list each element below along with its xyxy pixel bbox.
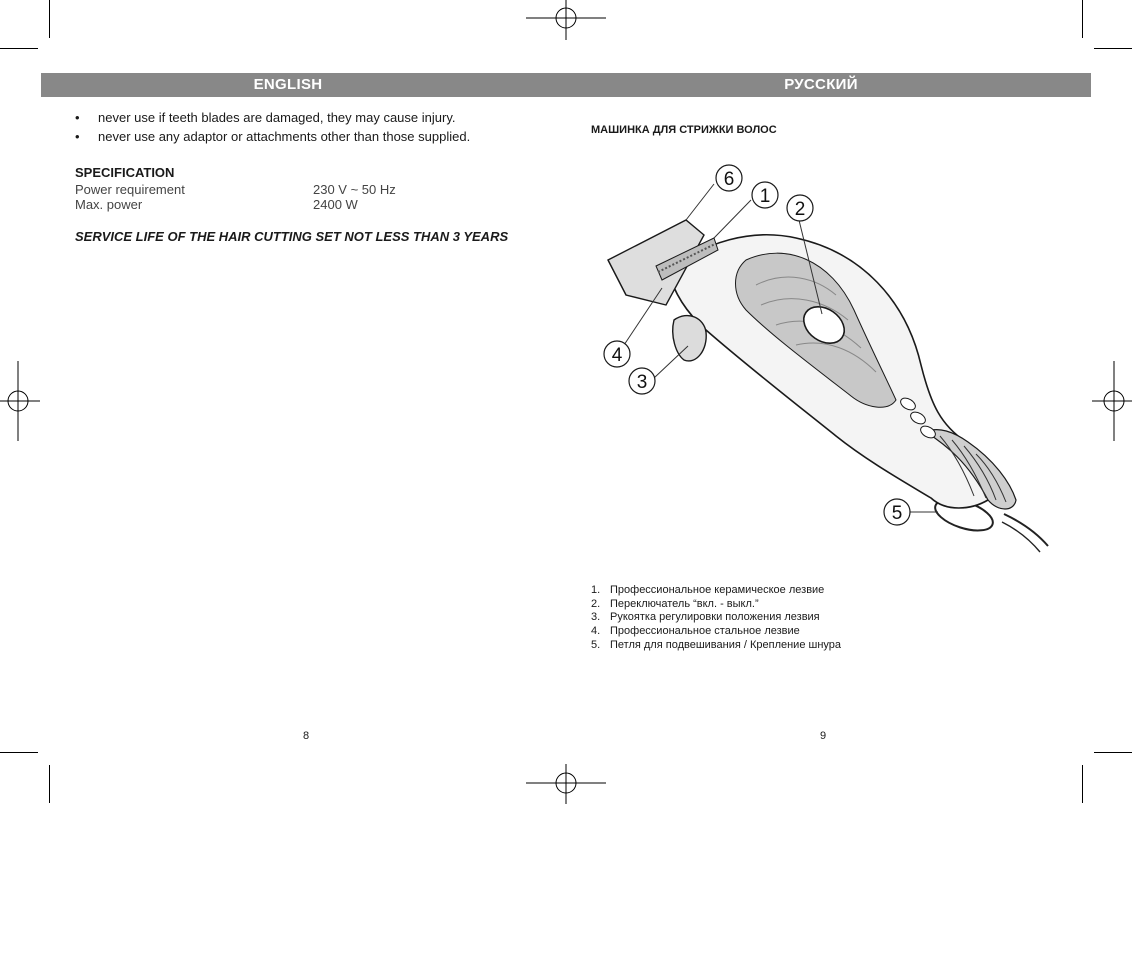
spec-value: 230 V ~ 50 Hz <box>313 182 396 197</box>
part-text: Переключатель “вкл. - выкл.” <box>610 597 759 610</box>
parts-list-item <box>591 598 841 612</box>
crop-mark-bl-h <box>0 752 38 753</box>
crop-mark-tr-v <box>1082 0 1083 38</box>
product-title: МАШИНКА ДЛЯ СТРИЖКИ ВОЛОС <box>591 124 777 136</box>
crop-mark-br-v <box>1082 765 1083 803</box>
parts-list-item <box>591 625 841 639</box>
crop-mark-tl-h <box>0 48 38 49</box>
specification-title: SPECIFICATION <box>75 165 175 180</box>
callout-4: 4 <box>611 345 623 366</box>
parts-list-item <box>591 611 841 625</box>
spec-label: Power requirement <box>75 182 185 197</box>
header-bar-gap <box>535 73 551 97</box>
registration-mark-right <box>1092 361 1132 441</box>
bullet-text: never use any adaptor or attachments other than those supplied. <box>98 129 471 144</box>
registration-mark-top <box>526 0 606 40</box>
parts-list-item <box>591 584 841 598</box>
callout-6: 6 <box>723 169 735 190</box>
callout-5: 5 <box>891 503 903 524</box>
part-text: Петля для подвешивания / Крепление шнура <box>610 638 842 651</box>
part-text: Рукоятка регулировки положения лезвия <box>610 611 820 624</box>
bullet-item <box>75 108 545 127</box>
part-number: 5. <box>591 638 601 651</box>
page-number-right: 9 <box>820 730 827 742</box>
part-number: 4. <box>591 625 601 638</box>
part-number: 3. <box>591 611 601 624</box>
power-cord <box>1004 514 1048 546</box>
hair-clipper-illustration <box>596 160 1056 555</box>
bullet-text: never use if teeth blades are damaged, they may cause injury. <box>98 110 456 125</box>
crop-mark-tr-h <box>1094 48 1132 49</box>
part-number: 2. <box>591 597 601 610</box>
registration-mark-bottom <box>526 764 606 804</box>
service-life-note: SERVICE LIFE OF THE HAIR CUTTING SET NOT LESS THAN 3 YEARS <box>75 229 509 244</box>
page-number-left: 8 <box>303 730 310 742</box>
spec-label: Max. power <box>75 197 143 212</box>
parts-list <box>591 584 841 653</box>
header-english: ENGLISH <box>41 73 535 97</box>
parts-list-item <box>591 639 841 653</box>
crop-mark-tl-v <box>49 0 50 38</box>
crop-mark-bl-v <box>49 765 50 803</box>
safety-bullet-list <box>75 108 545 146</box>
callout-1: 1 <box>759 186 771 207</box>
callout-3: 3 <box>636 372 648 393</box>
bullet-item <box>75 127 545 146</box>
part-number: 1. <box>591 584 601 596</box>
callout-2: 2 <box>794 199 806 220</box>
bullet-marker: • <box>75 110 80 125</box>
spec-row-power-requirement <box>75 182 475 198</box>
spec-row-max-power <box>75 197 475 213</box>
bullet-marker: • <box>75 129 80 144</box>
crop-mark-br-h <box>1094 752 1132 753</box>
spec-value: 2400 W <box>313 197 358 212</box>
part-text: Профессиональное керамическое лезвие <box>610 584 825 596</box>
blade-adjustment-lever <box>673 316 706 361</box>
header-russian: РУССКИЙ <box>551 73 1091 97</box>
part-text: Профессиональное стальное лезвие <box>610 625 800 638</box>
registration-mark-left <box>0 361 40 441</box>
